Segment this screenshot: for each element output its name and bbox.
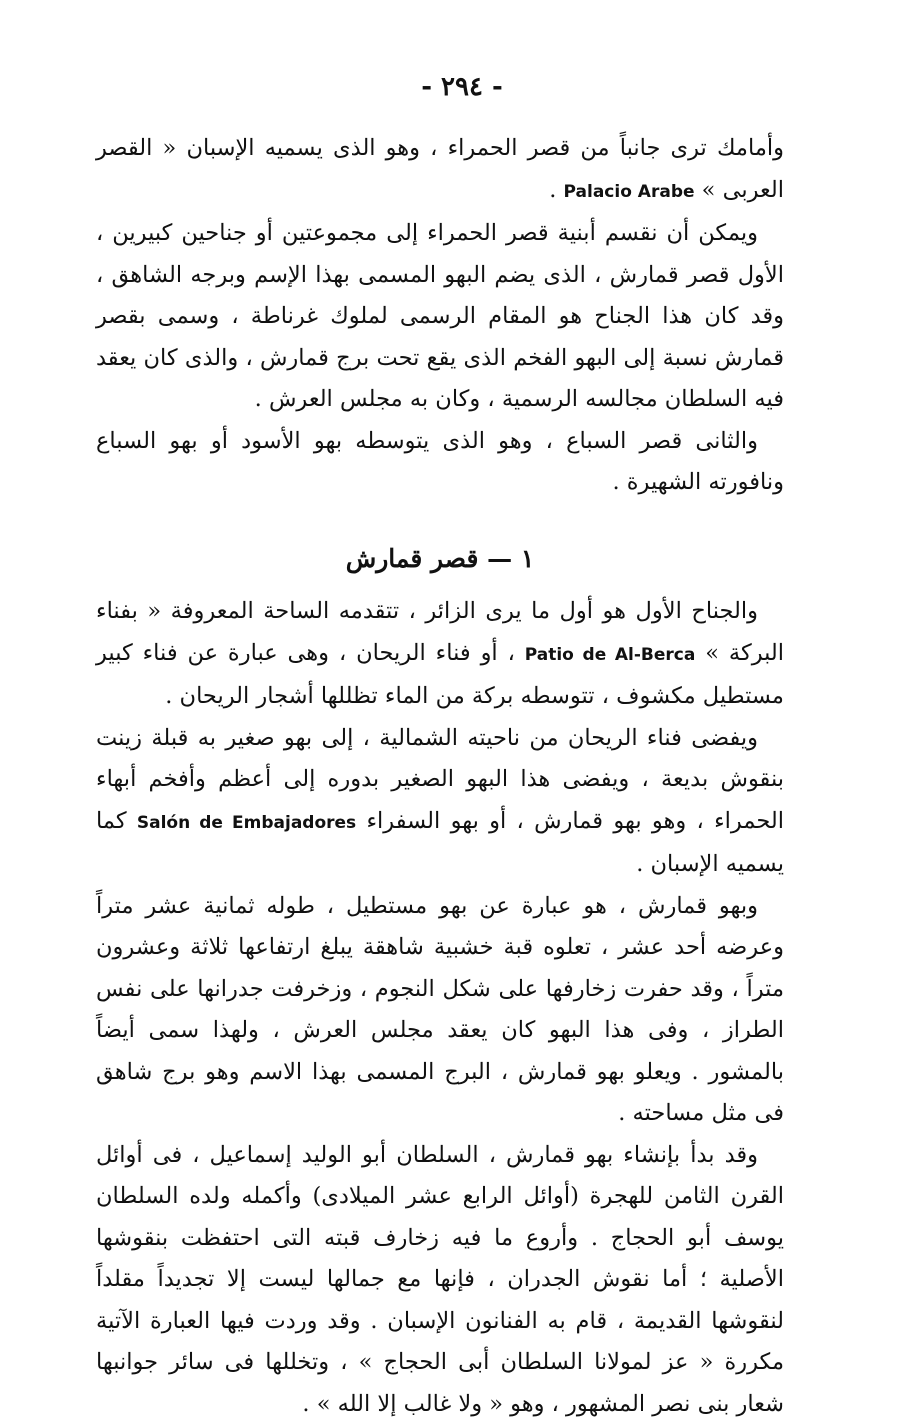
paragraph-patio [96, 591, 784, 718]
page-number: - ٢٩٤ - [0, 72, 924, 102]
paragraph-text: ويفضى فناء الريحان من ناحيته الشمالية ، إلى بهو صغير به قبلة زينت بنقوش بديعة ، ويفضى هذا البهو الصغير بدوره إلى أعظم وأفخم أبهاء الحمراء ، وهو بهو قمارش ، أو بهو السفراء [96, 725, 784, 834]
paragraph-text: ، أو فناء الريحان ، وهى عبارة عن فناء كبير مستطيل مكشوف ، تتوسطه بركة من الماء تظللها أشجار الريحان . [96, 640, 784, 710]
paragraph-text: والجناح الأول هو أول ما يرى الزائر ، تتقدمه الساحة المعروفة « بفناء البركة » [96, 598, 784, 666]
section-heading: ١ — قصر قمارش [96, 538, 784, 580]
latin-term: Patio de Al-Berca [525, 645, 696, 665]
paragraph-text: . [549, 177, 563, 203]
paragraph-dimensions: وبهو قمارش ، هو عبارة عن بهو مستطيل ، طوله ثمانية عشر متراً وعرضه أحد عشر ، تعلوه قبة خشبية شاهقة يبلغ ارتفاعها ثلاثة وعشرون متراً ، وقد حفرت زخارفها على شكل النجوم ، وزخرفت جدرانها على نفس الطراز ، وفى هذا البهو كان يعقد مجلس العرش ، ولهذا سمى أيضاً بالمشور . ويعلو بهو قمارش ، البرج المسمى بهذا الاسم وهو برج شاهق فى مثل مساحته . [96, 886, 784, 1135]
paragraph-hall [96, 718, 784, 886]
paragraph-text: وأمامك ترى جانباً من قصر الحمراء ، وهو الذى يسميه الإسبان « القصر العربى » [96, 135, 784, 203]
paragraph-history: وقد بدأ بإنشاء بهو قمارش ، السلطان أبو الوليد إسماعيل ، فى أوائل القرن الثامن للهجرة (أوائل الرابع عشر الميلادى) وأكمله ولده السلطان يوسف أبو الحجاج . وأروع ما فيه زخارف قبته التى احتفظت بنقوشها الأصلية ؛ أما نقوش الجدران ، فإنها مع جمالها ليست إلا تجديداً مقلداً لنقوشها القديمة ، قام به الفنانون الإسبان . وقد وردت فيها العبارة الآتية مكررة « عز لمولانا السلطان أبى الحجاج » ، وتخللها فى سائر جوانبها شعار بنى نصر المشهور ، وهو « ولا غالب إلا الله » . [96, 1135, 784, 1425]
paragraph-intro [96, 128, 784, 213]
latin-term: Salón de Embajadores [137, 813, 356, 833]
latin-term: Palacio Arabe [564, 182, 695, 202]
page-body [96, 128, 784, 1425]
paragraph-division: ويمكن أن نقسم أبنية قصر الحمراء إلى مجموعتين أو جناحين كبيرين ، الأول قصر قمارش ، الذى يضم البهو المسمى بهذا الإسم وبرجه الشاهق ، وقد كان هذا الجناح هو المقام الرسمى لملوك غرناطة ، وسمى بقصر قمارش نسبة إلى البهو الفخم الذى يقع تحت برج قمارش ، والذى كان يعقد فيه السلطان مجالسه الرسمية ، وكان به مجلس العرش . [96, 213, 784, 421]
paragraph-text: كما يسميه الإسبان . [96, 808, 784, 878]
paragraph-lions-palace: والثانى قصر السباع ، وهو الذى يتوسطه بهو الأسود أو بهو السباع ونافورته الشهيرة . [96, 421, 784, 504]
